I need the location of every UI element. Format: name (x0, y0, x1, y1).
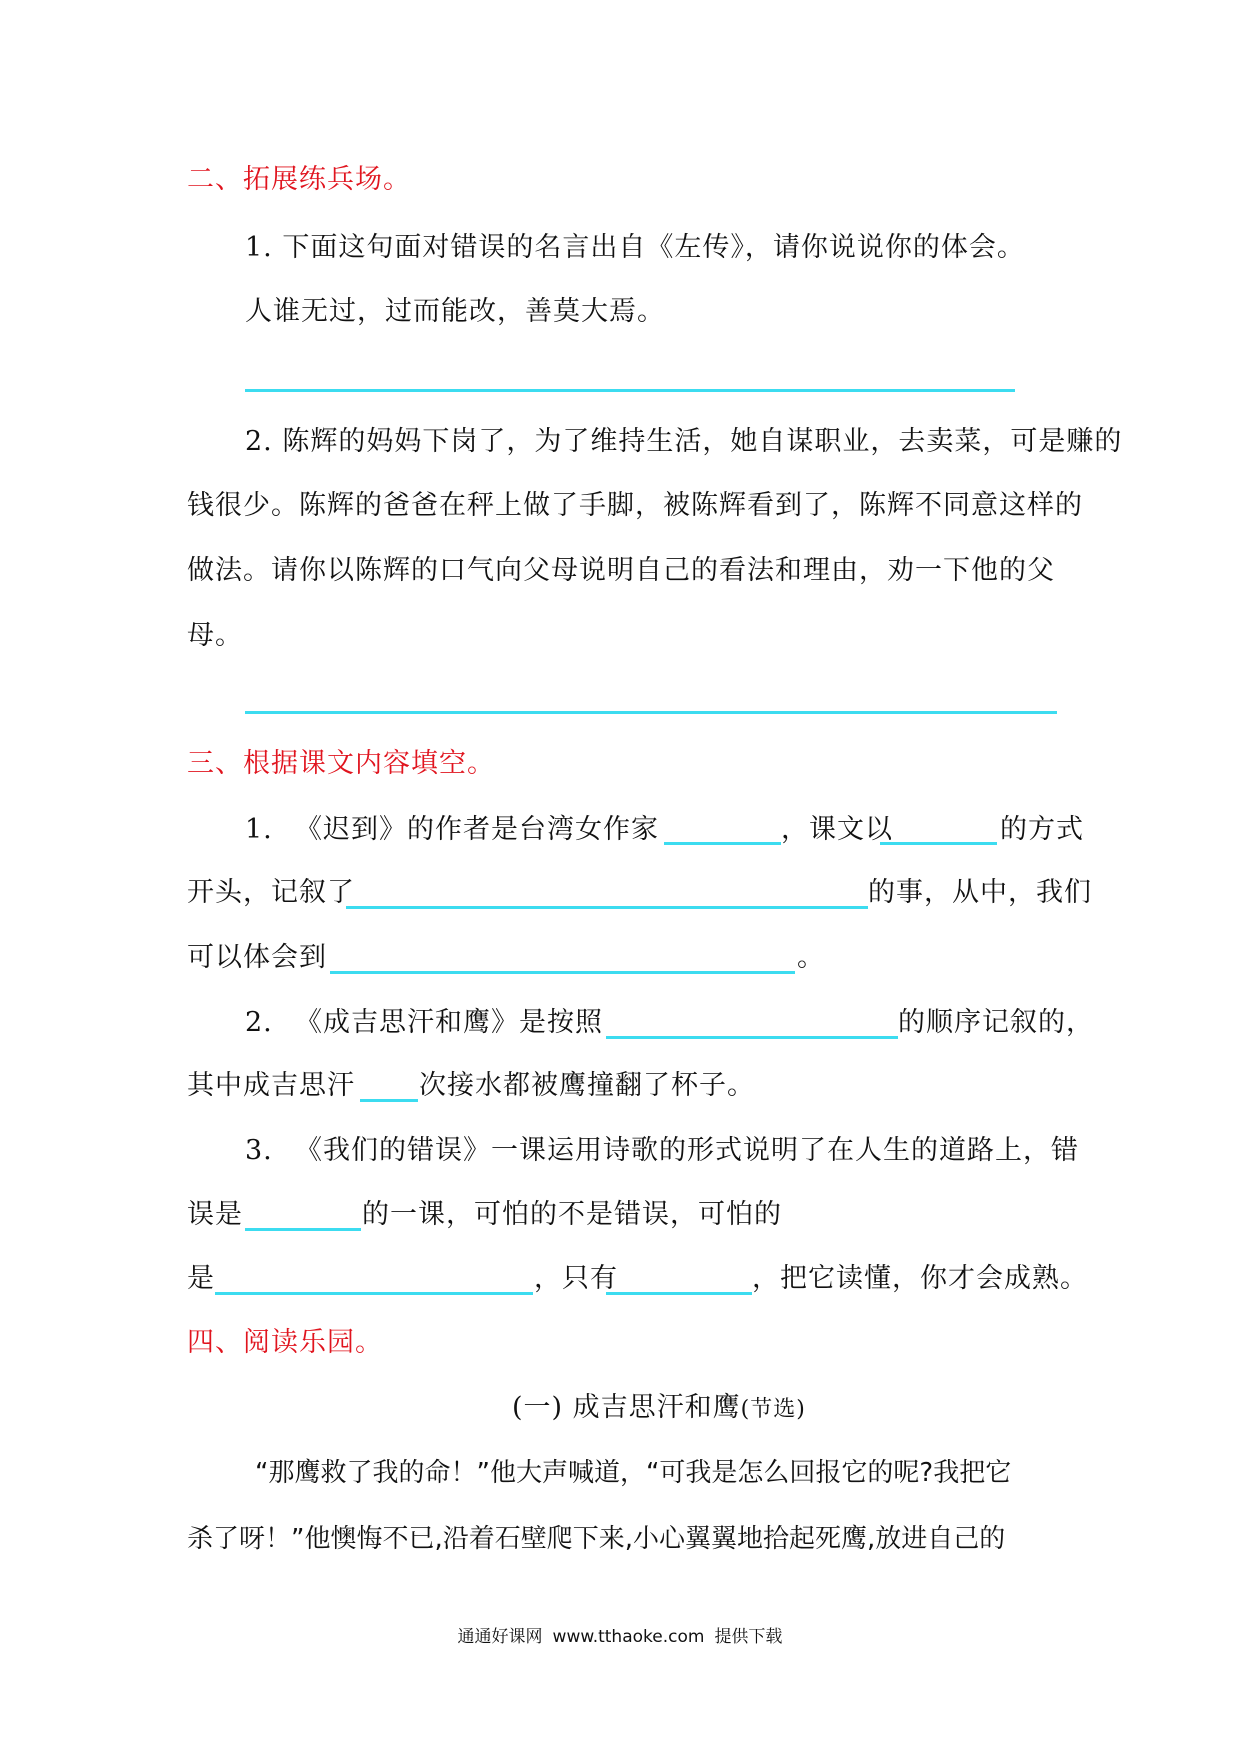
passage-title (512, 1390, 806, 1428)
section3-q1-text-b: ，课文以 (781, 814, 893, 845)
section2-q1-quote: 人谁无过，过而能改，善莫大焉。 (245, 296, 665, 327)
section3-q1-text-f: 可以体会到 (187, 942, 327, 973)
section3-q1-text-c: 的方式 (1000, 814, 1084, 845)
section3-q3-blank-lesson[interactable] (245, 1228, 361, 1231)
section3-q3-blank-fear[interactable] (215, 1292, 533, 1295)
section2-q1-prompt: 1. 下面这句面对错误的名言出自《左传》，请你说说你的体会。 (245, 232, 1025, 263)
section3-q1-text-a: 《迟到》的作者是台湾女作家 (295, 814, 659, 845)
section3-q3-text-a: 《我们的错误》一课运用诗歌的形式说明了在人生的道路上，错 (295, 1135, 1079, 1166)
section3-q3-blank-only[interactable] (606, 1292, 752, 1295)
section3-q1-blank-method[interactable] (880, 842, 997, 845)
section3-q2-text-d: 次接水都被鹰撞翻了杯子。 (419, 1070, 755, 1101)
section3-q3-text-e: ，只有 (534, 1263, 618, 1294)
footer-suffix: 提供下载 (714, 1627, 783, 1647)
section2-q2-answer-line[interactable] (245, 711, 1057, 714)
passage-line1: “那鹰救了我的命！”他大声喊道，“可我是怎么回报它的呢?我把它 (255, 1458, 1012, 1488)
page-footer (0, 1622, 1240, 1647)
section3-q1-text-d: 开头，记叙了 (187, 877, 355, 908)
passage-line2: 杀了呀！”他懊悔不已,沿着石壁爬下来,小心翼翼地拾起死鹰,放进自己的 (187, 1524, 1006, 1554)
section3-q3-number: 3. (245, 1135, 273, 1166)
passage-title-text: (一) 成吉思汗和鹰 (512, 1392, 741, 1423)
section3-q2-number: 2. (245, 1007, 273, 1038)
section2-q2-line1: 2. 陈辉的妈妈下岗了，为了维持生活，她自谋职业，去卖菜，可是赚的 (245, 426, 1123, 457)
section3-q1-number: 1. (245, 814, 273, 845)
section3-q2-text-a: 《成吉思汗和鹰》是按照 (295, 1007, 603, 1038)
section3-q1-text-g: 。 (797, 942, 825, 973)
section2-heading: 二、拓展练兵场。 (187, 164, 411, 195)
section2-q2-line4: 母。 (187, 620, 243, 651)
section3-q3-text-d: 是 (187, 1263, 215, 1294)
section3-q1-blank-event[interactable] (346, 906, 868, 909)
section2-q2-line3: 做法。请你以陈辉的口气向父母说明自己的看法和理由，劝一下他的父 (187, 555, 1055, 586)
section3-q2-text-b: 的顺序记叙的， (898, 1007, 1094, 1038)
section3-q1-blank-author[interactable] (664, 842, 781, 845)
footer-url[interactable]: www.tthaoke.com (552, 1627, 705, 1647)
passage-title-note: (节选) (740, 1397, 806, 1422)
section3-q2-text-c: 其中成吉思汗 (187, 1070, 355, 1101)
section4-heading: 四、阅读乐园。 (187, 1327, 383, 1358)
section3-heading: 三、根据课文内容填空。 (187, 748, 495, 779)
section3-q1-text-e: 的事，从中，我们 (868, 877, 1092, 908)
section3-q1-blank-feeling[interactable] (330, 971, 795, 974)
section3-q2-blank-count[interactable] (360, 1099, 418, 1102)
section2-q1-answer-line[interactable] (245, 389, 1015, 392)
section3-q3-text-f: ，把它读懂，你才会成熟。 (752, 1263, 1088, 1294)
section3-q2-blank-order[interactable] (606, 1036, 898, 1039)
section3-q3-text-b: 误是 (187, 1199, 243, 1230)
section2-q2-line2: 钱很少。陈辉的爸爸在秤上做了手脚，被陈辉看到了，陈辉不同意这样的 (187, 490, 1083, 521)
footer-site-name: 通通好课网 (457, 1627, 543, 1647)
section3-q3-text-c: 的一课，可怕的不是错误，可怕的 (362, 1199, 782, 1230)
